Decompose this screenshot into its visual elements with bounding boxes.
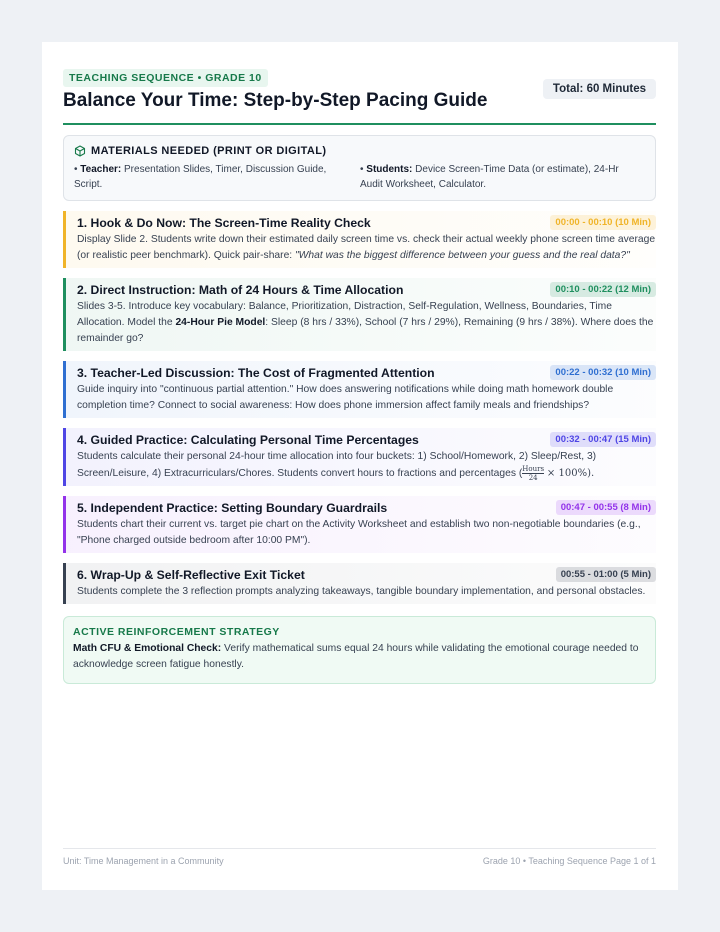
reinforcement-body: Math CFU & Emotional Check: Verify mathematical sums equal 24 hours while validating the emotional courage needed to acknowledge screen fatigue honestly. bbox=[73, 643, 639, 671]
section-title: 3. Teacher-Led Discussion: The Cost of Fragmented Attention bbox=[77, 365, 435, 380]
total-time-badge: Total: 60 Minutes bbox=[543, 79, 656, 99]
materials-students: • Students: Device Screen-Time Data (or estimate), 24-Hr Audit Worksheet, Calculator. bbox=[360, 164, 619, 190]
lesson-page bbox=[42, 42, 678, 890]
section-direct-instruction bbox=[63, 278, 656, 351]
section-title: 5. Independent Practice: Setting Boundary Guardrails bbox=[77, 500, 388, 515]
reinforcement-heading: ACTIVE REINFORCEMENT STRATEGY bbox=[73, 626, 280, 639]
sequence-tag: TEACHING SEQUENCE • GRADE 10 bbox=[63, 69, 268, 87]
section-independent-practice bbox=[63, 496, 656, 553]
section-title: 2. Direct Instruction: Math of 24 Hours & Time Allocation bbox=[77, 282, 404, 297]
section-discussion bbox=[63, 361, 656, 418]
materials-box bbox=[63, 135, 656, 201]
time-badge: 00:32 - 00:47 (15 Min) bbox=[550, 432, 656, 447]
section-wrap-up bbox=[63, 563, 656, 604]
section-body: Students calculate their personal 24-hour time allocation into four buckets: 1) School/Homework, 2) Sleep/Rest, 3) Screen/Leisure, 4) Extracurriculars/Chores. Students convert hours to fractions and percentages ( $\frac{\text{Hours}}{24}$ × 100%). bbox=[77, 451, 597, 482]
section-body: Students complete the 3 reflection prompts analyzing takeaways, tangible boundary implementation, and personal obstacles. bbox=[77, 586, 646, 598]
materials-heading bbox=[74, 145, 646, 157]
footer-page-info: Grade 10 • Teaching Sequence Page 1 of 1 bbox=[482, 856, 656, 866]
page-header bbox=[63, 68, 656, 125]
section-title: 6. Wrap-Up & Self-Reflective Exit Ticket bbox=[77, 567, 305, 582]
reinforcement-box bbox=[63, 616, 656, 684]
section-body: Students chart their current vs. target pie chart on the Activity Worksheet and establish two non-negotiable boundaries (e.g., "Phone charged outside bedroom after 10:00 PM"). bbox=[77, 519, 641, 547]
materials-teacher: • Teacher: Presentation Slides, Timer, Discussion Guide, Script. bbox=[74, 164, 327, 190]
materials-heading-text: MATERIALS NEEDED (PRINT OR DIGITAL) bbox=[91, 145, 327, 157]
section-guided-practice bbox=[63, 428, 656, 486]
time-badge: 00:10 - 00:22 (12 Min) bbox=[550, 282, 656, 297]
page-title: Balance Your Time: Step-by-Step Pacing Guide bbox=[63, 90, 488, 111]
time-badge: 00:55 - 01:00 (5 Min) bbox=[556, 567, 656, 582]
footer-unit: Unit: Time Management in a Community bbox=[63, 856, 224, 866]
section-title: 4. Guided Practice: Calculating Personal Time Percentages bbox=[77, 432, 419, 447]
section-hook bbox=[63, 211, 656, 268]
time-badge: 00:22 - 00:32 (10 Min) bbox=[550, 365, 656, 380]
section-body: Display Slide 2. Students write down their estimated daily screen time vs. check their actual weekly phone screen time average (or realistic peer benchmark). Quick pair-share: "What was the biggest difference between your guess and the real data?" bbox=[77, 234, 656, 261]
section-body: Guide inquiry into "continuous partial attention." How does answering notifications while doing math homework double completion time? Connect to social awareness: How does phone immersion affect family meals and friendships? bbox=[77, 384, 614, 411]
section-body: Slides 3-5. Introduce key vocabulary: Balance, Prioritization, Distraction, Self-Regulation, Wellness, Boundaries, Time Allocation. Model the 24-Hour Pie Model: Sleep (8 hrs / 33%), School (7 hrs / 29%), Remaining (9 hrs / 38%). Where does the remainder go? bbox=[77, 301, 654, 344]
time-badge: 00:00 - 00:10 (10 Min) bbox=[550, 215, 656, 230]
section-title: 1. Hook & Do Now: The Screen-Time Reality Check bbox=[77, 215, 371, 230]
box-icon bbox=[74, 145, 86, 157]
page-footer bbox=[63, 848, 656, 866]
time-badge: 00:47 - 00:55 (8 Min) bbox=[556, 500, 656, 515]
hours-fraction: $\frac{\text{Hours}}{24}$ bbox=[522, 465, 545, 482]
